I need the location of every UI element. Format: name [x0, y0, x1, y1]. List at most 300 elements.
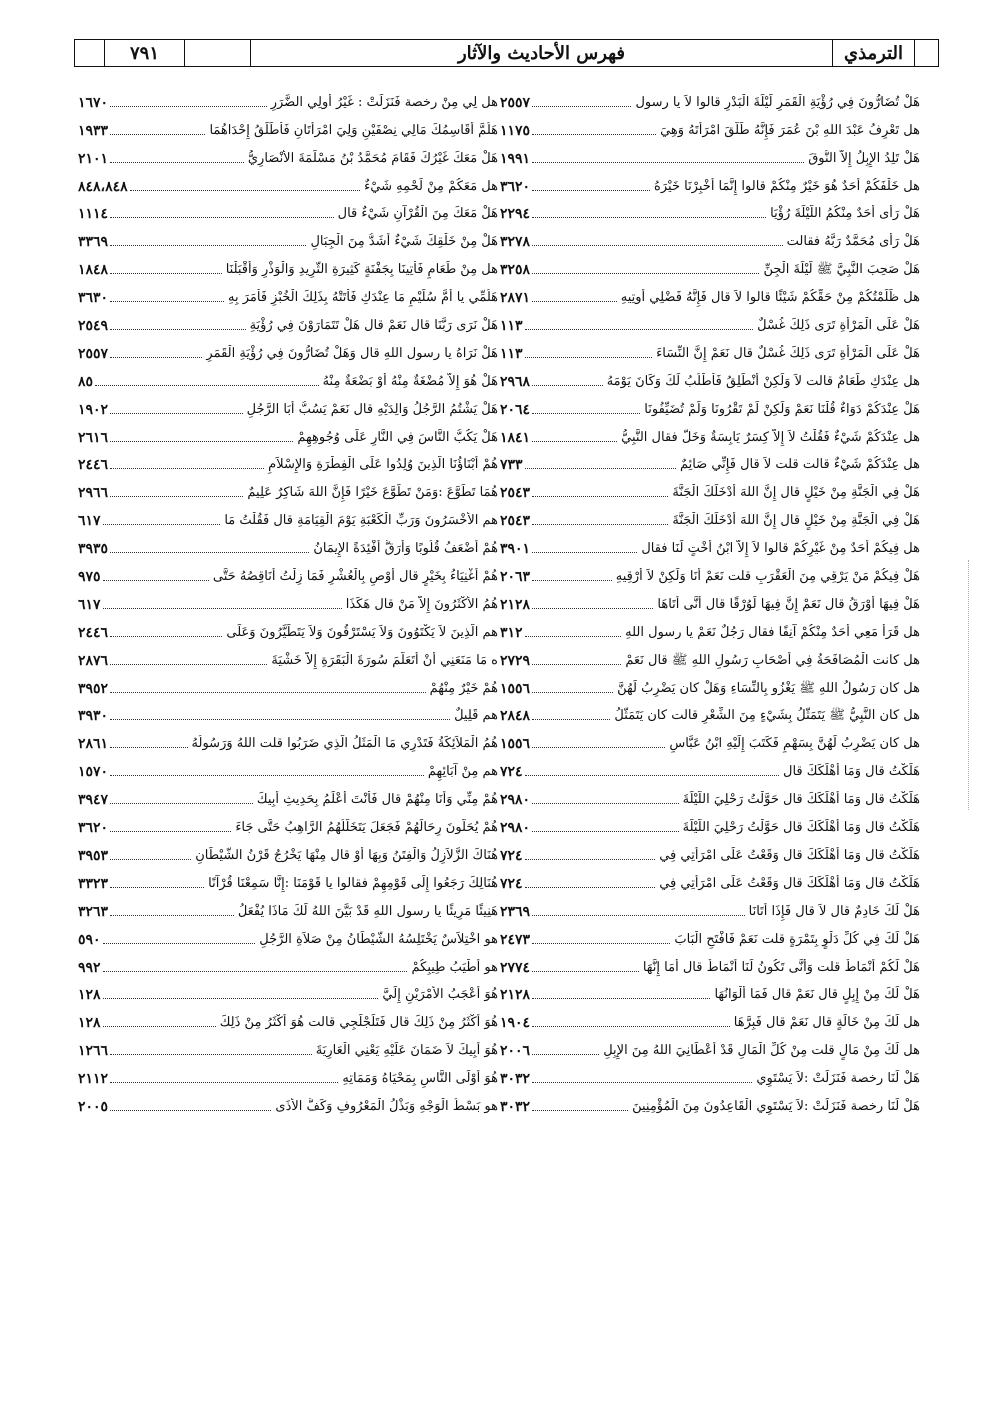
- entry-text: هُمْ أَغْنِيَاءُ بِخَيْرٍ قال أَوْصِ بِالْعُشْرِ فَمَا زِلْتُ أُنَاقِصُهُ حَتَّى: [212, 569, 498, 585]
- entry-text: هَلْ نَرَاهُ يا رسول اللهِ قال وَهَلْ تُضَارُّونَ فِي رُؤْيَةِ الْقَمَرِ: [206, 345, 498, 361]
- index-entry: [78, 781, 498, 809]
- entry-text: هل لَكَ مِنْ خَالَةٍ قال نَعَمْ قال فَبِرَّهَا: [733, 1015, 920, 1031]
- entry-text: هَلْ رَأَى أَحَدٌ مِنْكُمُ اللَّيْلَةَ رُؤْيَا: [770, 206, 920, 222]
- hadith-number: ٢٤٤٦: [78, 624, 109, 641]
- index-entry: [500, 502, 920, 530]
- leader-dots: [110, 747, 187, 748]
- hadith-number: ٨٥: [78, 373, 94, 390]
- hadith-number: ٣٦٢٠: [500, 178, 531, 195]
- hadith-number: ١٥٧٠: [78, 764, 109, 781]
- leader-dots: [110, 357, 202, 358]
- leader-dots: [110, 468, 264, 469]
- index-entry: [500, 698, 920, 726]
- hadith-number: ٧٢٤: [500, 875, 523, 892]
- hadith-number: ٢٧٢٩: [500, 652, 531, 669]
- index-entry: [78, 391, 498, 419]
- hadith-number: ٣٠٣٢: [500, 1071, 531, 1088]
- entry-text: هُوَ أَوْلَى النَّاسِ بِمَحْيَاهُ وَمَمَاتِهِ: [342, 1071, 498, 1087]
- hadith-number: ٢٩٦٦: [78, 485, 109, 502]
- entry-text: هَلُمَّ أُقَاسِمُكَ مَالِي نِصْفَيْنِ وَلِيَ امْرَأَتَانِ فَأُطَلِّقُ إِحْدَاهُمَا: [209, 122, 498, 138]
- index-entry: [78, 363, 498, 391]
- entry-text: هل مَعَكُمْ مِنْ لَحْمِهِ شَيْءٌ: [364, 178, 498, 194]
- entry-text: هَلْ عَلَى الْمَرْأَةِ تَرَى ذَلِكَ غُسْلٌ قال نَعَمْ إِنَّ النِّسَاءَ: [656, 345, 920, 361]
- hadith-number: ٢٨٦١: [78, 736, 109, 753]
- leader-dots: [532, 106, 631, 107]
- hadith-number: ١٦٧٠: [78, 94, 109, 111]
- index-entry: [500, 670, 920, 698]
- index-entry: [500, 447, 920, 475]
- hadith-number: ٢٥٤٣: [500, 485, 531, 502]
- hadith-number: ٢٦١٦: [78, 429, 109, 446]
- index-entry: [500, 140, 920, 168]
- hadith-number: ٢٧٧٤: [500, 959, 531, 976]
- index-entry: [500, 809, 920, 837]
- entry-text: هَلْ فِي الْجَنَّةِ مِنْ خَيْلٍ قال إِنَّ اللهَ أَدْخَلَكَ الْجَنَّةَ: [672, 485, 920, 501]
- header-spacer-cell: [185, 40, 251, 66]
- entry-text: هُمْ أَضْعَفُ قُلُوبًا وَأَرَقُّ أَفْئِدَةً الإِيمَانُ: [313, 541, 498, 557]
- header-empty-cell-left: [75, 40, 105, 66]
- index-entry: [78, 949, 498, 977]
- entry-text: هَلْ فِيهَا أَوْرَقُ قال نَعَمْ إِنَّ فِيهَا لَوُرْقًا قال أَنَّى أَتَاهَا: [657, 596, 920, 612]
- entry-text: هو اخْتِلاَسٌ يَخْتَلِسُهُ الشَّيْطَانُ مِنْ صَلاَةِ الرَّجُلِ: [259, 931, 498, 947]
- entry-text: هَلَكْتُ قال وَمَا أَهْلَكَكَ قال وَقَعْتُ عَلَى امْرَأَتِي فِي: [659, 875, 920, 891]
- leader-dots: [110, 217, 334, 218]
- hadith-number: ٣٢٦٣: [78, 903, 109, 920]
- entry-text: ه مَا مَنَعَنِي أَنْ أَتَعَلَّمَ سُورَةَ الْبَقَرَةِ إِلاَّ خَشْيَةَ: [271, 652, 498, 668]
- entry-text: هل كان رَسُولُ اللهِ ﷺ يَغْزُو بِالنِّسَاءِ وَهَلْ كان يَضْرِبُ لَهُنَّ: [617, 680, 920, 696]
- leader-dots: [532, 943, 670, 944]
- index-entry: [500, 1088, 920, 1116]
- leader-dots: [532, 1110, 628, 1111]
- leader-dots: [110, 692, 425, 693]
- index-entry: [78, 140, 498, 168]
- entry-text: هل عِنْدَكُمْ شَيْءٌ قالت قلت لاَ قال فَإِنِّي صَائِمٌ: [679, 457, 920, 473]
- index-entry: [500, 865, 920, 893]
- index-entry: [500, 363, 920, 391]
- entry-text: هم مِنْ آبَائِهِمْ: [427, 764, 498, 780]
- entry-text: هَلْ يَشْتُمُ الرَّجُلُ وَالِدَيْهِ قال نَعَمْ يَسُبُّ أَبَا الرَّجُلِ: [246, 401, 498, 417]
- index-entry: [78, 251, 498, 279]
- leader-dots: [110, 106, 267, 107]
- hadith-number: ٢١٠١: [78, 150, 109, 167]
- index-entry: [78, 698, 498, 726]
- hadith-number: ٢٤٤٦: [78, 457, 109, 474]
- entry-text: هُمْ مِنِّي وَأَنَا مِنْهُمْ قال فَأَنْتَ أَعْلَمُ بِحَدِيثِ أَبِيكَ: [256, 792, 498, 808]
- leader-dots: [525, 859, 656, 860]
- index-entry: [500, 977, 920, 1005]
- leader-dots: [532, 245, 783, 246]
- index-entry: [500, 530, 920, 558]
- hadith-number: ٢١٢٨: [500, 987, 531, 1004]
- hadith-number: ٣٢٥٨: [500, 262, 531, 279]
- leader-dots: [532, 162, 804, 163]
- hadith-number: ٢٥٥٧: [500, 94, 531, 111]
- index-entry: [500, 1004, 920, 1032]
- entry-text: هَلْ تَلِدُ الإِبِلُ إِلاَّ النُّوقَ: [808, 150, 920, 166]
- index-entry: [500, 725, 920, 753]
- leader-dots: [103, 608, 342, 609]
- leader-dots: [110, 329, 245, 330]
- index-entry: [78, 84, 498, 112]
- index-entry: [500, 614, 920, 642]
- entry-text: هَلَكْتُ قال وَمَا أَهْلَكَكَ قال: [783, 764, 920, 780]
- leader-dots: [532, 803, 679, 804]
- index-entry: [78, 921, 498, 949]
- entry-text: هُوَ أَكْثَرُ مِنْ ذَلِكَ قال فَتَلَجْلَجِي قالت هُوَ أَكْثَرُ مِنْ ذَلِكَ: [219, 1015, 498, 1031]
- index-entry: [500, 419, 920, 447]
- index-entry: [78, 1060, 498, 1088]
- leader-dots: [532, 692, 613, 693]
- index-entry: [78, 586, 498, 614]
- hadith-number: ٣٩٤٧: [78, 792, 109, 809]
- leader-dots: [110, 775, 424, 776]
- leader-dots: [532, 719, 610, 720]
- leader-dots: [532, 1054, 599, 1055]
- hadith-number: ١٥٥٦: [500, 736, 531, 753]
- page-number: ٧٩١: [105, 40, 185, 66]
- index-entry: [500, 921, 920, 949]
- entry-text: هل قَرَأَ مَعِي أَحَدٌ مِنْكُمْ آنِفًا فقال رَجُلٌ نَعَمْ يا رسول اللهِ: [625, 624, 920, 640]
- index-entry: [78, 865, 498, 893]
- hadith-number: ٢٨٧٦: [78, 652, 109, 669]
- entry-text: هل خَلْفَكُمْ أَحَدٌ هُوَ خَيْرٌ مِنْكُمْ قالوا إِنَّمَا أُخْبِرْنَا خَيْرَهُ: [654, 178, 920, 194]
- leader-dots: [532, 413, 640, 414]
- hadith-number: ٣٩٠١: [500, 541, 531, 558]
- entry-text: هَلْ تُضَارُّونَ فِي رُؤْيَةِ الْقَمَرِ لَيْلَةَ الْبَدْرِ قالوا لاَ يا رسول: [635, 94, 920, 110]
- leader-dots: [532, 441, 617, 442]
- hadith-number: ٧٢٤: [500, 764, 523, 781]
- hadith-number: ٣٣٦٩: [78, 234, 109, 251]
- leader-dots: [110, 1054, 312, 1055]
- hadith-number: ٢١٢٨: [500, 596, 531, 613]
- hadith-number: ٣٣٢٣: [78, 875, 109, 892]
- index-entry: [78, 279, 498, 307]
- leader-dots: [532, 664, 621, 665]
- entry-text: هَلُمِّي يا أُمَّ سُلَيْمٍ مَا عِنْدَكِ فَأَتَتْهُ بِذَلِكَ الْخُبْزِ فَأَمَرَ بِهِ: [228, 290, 498, 306]
- index-entry: [500, 223, 920, 251]
- leader-dots: [110, 664, 267, 665]
- leader-dots: [532, 190, 650, 191]
- hadith-number: ٦١٧: [78, 513, 101, 530]
- index-entry: [500, 391, 920, 419]
- leader-dots: [103, 998, 379, 999]
- index-entry: [78, 893, 498, 921]
- leader-dots: [532, 580, 612, 581]
- margin-dotted-line: [968, 560, 970, 810]
- hadith-number: ١٢٨: [78, 987, 101, 1004]
- entry-text: هَلْ يَكُبُّ النَّاسَ فِي النَّارِ عَلَى وُجُوهِهِمْ: [297, 429, 498, 445]
- entry-text: هَلْ عَلَى الْمَرْأَةِ تَرَى ذَلِكَ غُسْلٌ: [757, 318, 920, 334]
- leader-dots: [532, 301, 617, 302]
- index-entry: [78, 725, 498, 753]
- leader-dots: [532, 747, 665, 748]
- leader-dots: [532, 134, 656, 135]
- book-name: الترمذي: [833, 40, 915, 66]
- leader-dots: [110, 831, 231, 832]
- index-entry: [500, 474, 920, 502]
- index-entry: [500, 335, 920, 363]
- hadith-number: ٣٠٣٢: [500, 1098, 531, 1115]
- leader-dots: [525, 329, 754, 330]
- page-header: [74, 39, 939, 67]
- leader-dots: [110, 636, 222, 637]
- index-entry: [78, 558, 498, 586]
- hadith-number: ١١٧٥: [500, 122, 531, 139]
- hadith-number: ٩٧٥: [78, 569, 101, 586]
- index-entry: [500, 84, 920, 112]
- hadith-number: ١٨٤٨: [78, 262, 109, 279]
- index-entry: [500, 168, 920, 196]
- entry-text: هَلْ لَكَ فِي كُلِّ دَلْوٍ بِتَمْرَةٍ قلت نَعَمْ فَافْتَحِ الْبَابَ: [674, 931, 920, 947]
- index-column-left: [78, 84, 498, 1116]
- hadith-number: ٢٨٤٨: [500, 708, 531, 725]
- hadith-number: ٦١٧: [78, 596, 101, 613]
- index-entry: [500, 279, 920, 307]
- hadith-number: ٢٣٦٩: [500, 903, 531, 920]
- header-empty-cell-right: [915, 40, 938, 66]
- index-entry: [500, 196, 920, 224]
- leader-dots: [103, 580, 209, 581]
- index-entry: [78, 223, 498, 251]
- leader-dots: [525, 775, 779, 776]
- hadith-number: ١٩٩١: [500, 150, 531, 167]
- hadith-number: ٢٠٠٥: [78, 1098, 109, 1115]
- index-entry: [500, 307, 920, 335]
- leader-dots: [532, 1082, 752, 1083]
- leader-dots: [532, 524, 668, 525]
- leader-dots: [532, 1026, 730, 1027]
- entry-text: هَلْ مَعَكَ غَيْرُكَ فَقَامَ مُحَمَّدُ بْنُ مَسْلَمَةَ الأَنْصَارِيُّ: [247, 150, 498, 166]
- hadith-number: ٧٢٤: [500, 847, 523, 864]
- leader-dots: [103, 971, 408, 972]
- index-entry: [78, 1032, 498, 1060]
- leader-dots: [110, 273, 222, 274]
- index-entry: [78, 419, 498, 447]
- leader-dots: [532, 496, 668, 497]
- hadith-number: ٢٠٠٦: [500, 1043, 531, 1060]
- entry-text: هَلْ فِيكُمْ مَنْ يَرْقِي مِنَ الْعَقْرَبِ قلت نَعَمْ أَنَا وَلَكِنْ لاَ أَرْقِيهِ: [615, 569, 920, 585]
- leader-dots: [532, 608, 653, 609]
- index-entry: [78, 307, 498, 335]
- index-entry: [500, 1032, 920, 1060]
- hadith-number: ١١٣: [500, 318, 523, 335]
- leader-dots: [110, 134, 205, 135]
- leader-dots: [525, 887, 656, 888]
- entry-text: هُنَالِكَ رَجَعُوا إِلَى قَوْمِهِمْ فقالوا يا قَوْمَنَا :إِنَّا سَمِعْنَا قُرْآنًا: [208, 875, 498, 891]
- hadith-number: ٢٥٤٩: [78, 318, 109, 335]
- entry-text: هَلْ عِنْدَكُمْ دَوَاءٌ قُلْنَا نَعَمْ وَلَكِنْ لَمْ تَقْرُونَا وَلَمْ تُضَيِّفُونَا: [644, 401, 920, 417]
- index-entry: [78, 474, 498, 502]
- entry-text: هُنَاكَ الزَّلاَزِلُ وَالْفِتَنُ وَبِهَا أَوْ قال مِنْهَا يَخْرُجُ قَرْنُ الشَّيْطَانِ: [195, 847, 498, 863]
- entry-text: هَلْ فِي الْجَنَّةِ مِنْ خَيْلٍ قال إِنَّ اللهَ أَدْخَلَكَ الْجَنَّةَ: [672, 513, 920, 529]
- hadith-number: ٨٤٨،٨٤٨: [78, 178, 128, 195]
- index-entry: [500, 893, 920, 921]
- hadith-number: ٢٠٦٤: [500, 401, 531, 418]
- hadith-number: ٢٠٦٣: [500, 569, 531, 586]
- entry-text: هَنِيئًا مَرِيئًا يا رسول اللهِ قَدْ بَيَّنَ اللهُ لَكَ مَاذَا يُفْعَلُ: [237, 903, 498, 919]
- leader-dots: [532, 971, 639, 972]
- leader-dots: [525, 357, 653, 358]
- leader-dots: [103, 1026, 216, 1027]
- leader-dots: [532, 273, 759, 274]
- hadith-number: ٣٦٢٠: [78, 820, 109, 837]
- hadith-number: ١١١٤: [78, 206, 109, 223]
- leader-dots: [110, 915, 234, 916]
- entry-text: هو بَسْطُ الْوَجْهِ وَبَذْلُ الْمَعْرُوفِ وَكَفُّ الأَذَى: [275, 1098, 498, 1114]
- entry-text: هل ظَلَمْتُكُمْ مِنْ حَقِّكُمْ شَيْئًا قالوا لاَ قال فَإِنَّهُ فَضْلِي أُوتِيهِ: [620, 290, 920, 306]
- entry-text: هَلْ مَعَكَ مِنَ الْقُرْآنِ شَيْءٌ قال: [337, 206, 498, 222]
- entry-text: هل كان النَّبِيُّ ﷺ يَتَمَثَّلُ بِشَيْءٍ مِنَ الشِّعْرِ قالت كان يَتَمَثَّلُ: [614, 708, 920, 724]
- hadith-number: ٣٦٣٠: [78, 290, 109, 307]
- hadith-number: ١٥٥٦: [500, 680, 531, 697]
- entry-text: هَلَكْتُ قال وَمَا أَهْلَكَكَ قال حَوَّلْتُ رَحْلِيَ اللَّيْلَةَ: [682, 820, 920, 836]
- entry-text: هَلْ هُوَ إِلاَّ مُضْغَةٌ مِنْهُ أَوْ بَضْعَةٌ مِنْهُ: [322, 373, 498, 389]
- leader-dots: [532, 217, 766, 218]
- leader-dots: [110, 859, 191, 860]
- index-entry: [78, 670, 498, 698]
- leader-dots: [532, 831, 679, 832]
- hadith-number: ٢٥٥٧: [78, 345, 109, 362]
- hadith-number: ١٩٠٤: [500, 1015, 531, 1032]
- entry-text: هل لَكَ مِنْ مَالٍ قلت مِنْ كُلِّ الْمَالِ قَدْ أَعْطَانِيَ اللهُ مِنَ الإِبِلِ: [603, 1043, 920, 1059]
- page-title: فهرس الأحاديث والآثار: [251, 40, 833, 66]
- leader-dots: [110, 441, 293, 442]
- entry-text: هُمْ يُحَلُّونَ رِحَالَهُمْ فَجَعَلَ يَتَخَلَّلُهُمُ الرَّاهِبُ حَتَّى جَاءَ: [235, 820, 498, 836]
- hadith-number: ٢٩٨٠: [500, 820, 531, 837]
- leader-dots: [532, 998, 710, 999]
- leader-dots: [532, 385, 603, 386]
- hadith-number: ٧٣٣: [500, 457, 523, 474]
- entry-text: هل عِنْدَكُمْ شَيْءٌ فَقُلْتُ لاَ إِلاَّ كِسَرٌ يَابِسَةٌ وَخَلٌّ فقال النَّبِيُّ: [621, 429, 920, 445]
- index-entry: [78, 977, 498, 1005]
- entry-text: هَلْ لَكُمْ أَنْمَاطٌ قلت وَأَنَّى تَكُونُ لَنَا أَنْمَاطٌ قال أَمَا إِنَّهَا: [642, 959, 920, 975]
- index-entry: [78, 1004, 498, 1032]
- leader-dots: [95, 385, 319, 386]
- hadith-number: ٢٤٧٣: [500, 931, 531, 948]
- entry-text: هل كانت الْمُصَافَحَةُ فِي أَصْحَابِ رَسُولِ اللهِ ﷺ قال نَعَمْ: [625, 652, 920, 668]
- entry-text: هُمُ الْمَلاَئِكَةُ فَتَدْرِي مَا الْمَثَلُ الَّذِي ضَرَبُوا قلت اللهُ وَرَسُولُهُ: [191, 736, 498, 752]
- hadith-number: ١١٣: [500, 345, 523, 362]
- leader-dots: [130, 190, 361, 191]
- leader-dots: [110, 719, 450, 720]
- leader-dots: [532, 552, 637, 553]
- index-entry: [78, 335, 498, 363]
- entry-text: هَلْ مِنْ خَلْقِكَ شَيْءٌ أَشَدُّ مِنَ الْجِبَالِ: [310, 234, 498, 250]
- index-entry: [78, 614, 498, 642]
- leader-dots: [110, 162, 244, 163]
- index-entry: [78, 112, 498, 140]
- index-entry: [78, 502, 498, 530]
- entry-text: هَلْ صَحِبَ النَّبِيَّ ﷺ لَيْلَةَ الْجِنِّ: [763, 262, 920, 278]
- index-entry: [500, 1060, 920, 1088]
- entry-text: هُمْ خَيْرٌ مِنْهُمْ: [429, 680, 498, 696]
- leader-dots: [110, 496, 243, 497]
- hadith-number: ١٢٨: [78, 1015, 101, 1032]
- hadith-number: ٣٩٣٥: [78, 541, 109, 558]
- hadith-number: ٢٢٩٤: [500, 206, 531, 223]
- hadith-number: ٣٩٥٢: [78, 680, 109, 697]
- hadith-number: ٣١٢: [500, 624, 523, 641]
- index-column-right: [500, 84, 920, 1116]
- entry-text: هَلْ لَكَ مِنْ إِبِلٍ قال نَعَمْ قال فَمَا أَلْوَانُهَا: [714, 987, 920, 1003]
- index-entry: [78, 1088, 498, 1116]
- hadith-number: ٥٩٠: [78, 931, 101, 948]
- hadith-number: ٢٩٨٠: [500, 792, 531, 809]
- index-entry: [78, 753, 498, 781]
- entry-text: هَلْ لَنَا رخصة فَنَزَلَتْ :لاَ يَسْتَوِي الْقَاعِدُونَ مِنَ الْمُؤْمِنِينَ: [632, 1098, 920, 1114]
- leader-dots: [525, 468, 676, 469]
- index-entry: [78, 809, 498, 837]
- index-entry: [500, 558, 920, 586]
- leader-dots: [525, 636, 622, 637]
- entry-text: هو أَطْيَبُ طِيبِكُمْ: [411, 959, 498, 975]
- index-entry: [78, 168, 498, 196]
- index-entry: [78, 837, 498, 865]
- entry-text: هل فِيكُمْ أَحَدٌ مِنْ غَيْرِكُمْ قالوا لاَ إِلاَّ ابْنُ أُخْتٍ لَنَا فقال: [641, 541, 920, 557]
- hadith-number: ١٩٣٣: [78, 122, 109, 139]
- entry-text: هل كان يَضْرِبُ لَهُنَّ بِسَهْمٍ فَكَتَبَ إِلَيْهِ ابْنُ عَبَّاسٍ: [669, 736, 920, 752]
- hadith-number: ١٩٠٢: [78, 401, 109, 418]
- leader-dots: [110, 1082, 338, 1083]
- leader-dots: [110, 1110, 271, 1111]
- index-entry: [500, 949, 920, 977]
- hadith-number: ١٢٦٦: [78, 1043, 109, 1060]
- index-entry: [500, 251, 920, 279]
- index-entry: [500, 112, 920, 140]
- leader-dots: [110, 301, 224, 302]
- entry-text: هَلْ رَأَى مُحَمَّدٌ رَبَّهُ فقالت: [786, 234, 920, 250]
- entry-text: هم الأَخْسَرُونَ وَرَبِّ الْكَعْبَةِ يَوْمَ الْقِيَامَةِ قال فَقُلْتُ مَا: [224, 513, 498, 529]
- entry-text: هُمَا تَطَوَّعَ :وَمَنْ تَطَوَّعَ خَيْرًا فَإِنَّ اللهَ شَاكِرٌ عَلِيمٌ: [247, 485, 498, 501]
- leader-dots: [532, 915, 745, 916]
- hadith-number: ٢١١٢: [78, 1071, 109, 1088]
- hadith-number: ٢٨٧١: [500, 290, 531, 307]
- entry-text: هُوَ أَبِيكَ لاَ ضَمَانَ عَلَيْهِ يَعْنِي الْعَارِيَةَ: [315, 1043, 498, 1059]
- index-entry: [500, 586, 920, 614]
- entry-text: هل مِنْ طَعَامٍ فَأُتِينَا بِجَفْنَةٍ كَثِيرَةِ الثَّرِيدِ وَالْوَذْرِ وَأَقْبَلْنَا: [225, 262, 498, 278]
- entry-text: هل لِي مِنْ رخصة فَنَزَلَتْ : غَيْرُ أُولِي الضَّرَرِ: [270, 94, 498, 110]
- leader-dots: [103, 524, 221, 525]
- entry-text: هل عِنْدَكِ طَعَامٌ قالت لاَ وَلَكِنْ أَنْطَلِقُ فَأَطْلُبُ لَكَ وَكَانَ يَوْمَهُ: [606, 373, 920, 389]
- leader-dots: [110, 803, 253, 804]
- index-entry: [500, 837, 920, 865]
- entry-text: هُوَ أَعْجَبُ الأَمْرَيْنِ إِلَيَّ: [382, 987, 498, 1003]
- entry-text: هَلَكْتُ قال وَمَا أَهْلَكَكَ قال حَوَّلْتُ رَحْلِيَ اللَّيْلَةَ: [682, 792, 920, 808]
- leader-dots: [110, 245, 306, 246]
- index-entry: [500, 781, 920, 809]
- index-entry: [78, 642, 498, 670]
- index-entry: [78, 530, 498, 558]
- entry-text: هُمُ الأَكْثَرُونَ إِلاَّ مَنْ قال هَكَذَا: [345, 596, 498, 612]
- leader-dots: [110, 413, 243, 414]
- entry-text: هَلْ لَنَا رخصة فَنَزَلَتْ :لاَ يَسْتَوِي: [756, 1071, 920, 1087]
- index-entry: [500, 753, 920, 781]
- hadith-number: ٣٩٣٠: [78, 708, 109, 725]
- hadith-number: ٢٥٤٣: [500, 513, 531, 530]
- index-entry: [500, 642, 920, 670]
- hadith-number: ١٨٤١: [500, 429, 531, 446]
- hadith-number: ٣٢٧٨: [500, 234, 531, 251]
- hadith-number: ٣٩٥٣: [78, 847, 109, 864]
- entry-text: هل تَعْرِفُ عَبْدَ اللهِ بْنَ عُمَرَ فَإِنَّهُ طَلَّقَ امْرَأَتَهُ وَهِيَ: [660, 122, 920, 138]
- entry-text: هَلَكْتُ قال وَمَا أَهْلَكَكَ قال وَقَعْتُ عَلَى امْرَأَتِي فِي: [659, 847, 920, 863]
- entry-text: هَلْ لَكَ خَادِمٌ قال لاَ قال فَإِذَا أَتَانَا: [748, 903, 920, 919]
- leader-dots: [110, 552, 309, 553]
- hadith-number: ٢٩٦٨: [500, 373, 531, 390]
- entry-text: هُمْ أَبْنَاؤُنَا الَّذِينَ وُلِدُوا عَلَى الْفِطْرَةِ وَالإِسْلاَمِ: [268, 457, 498, 473]
- leader-dots: [103, 943, 256, 944]
- hadith-number: ٩٩٢: [78, 959, 101, 976]
